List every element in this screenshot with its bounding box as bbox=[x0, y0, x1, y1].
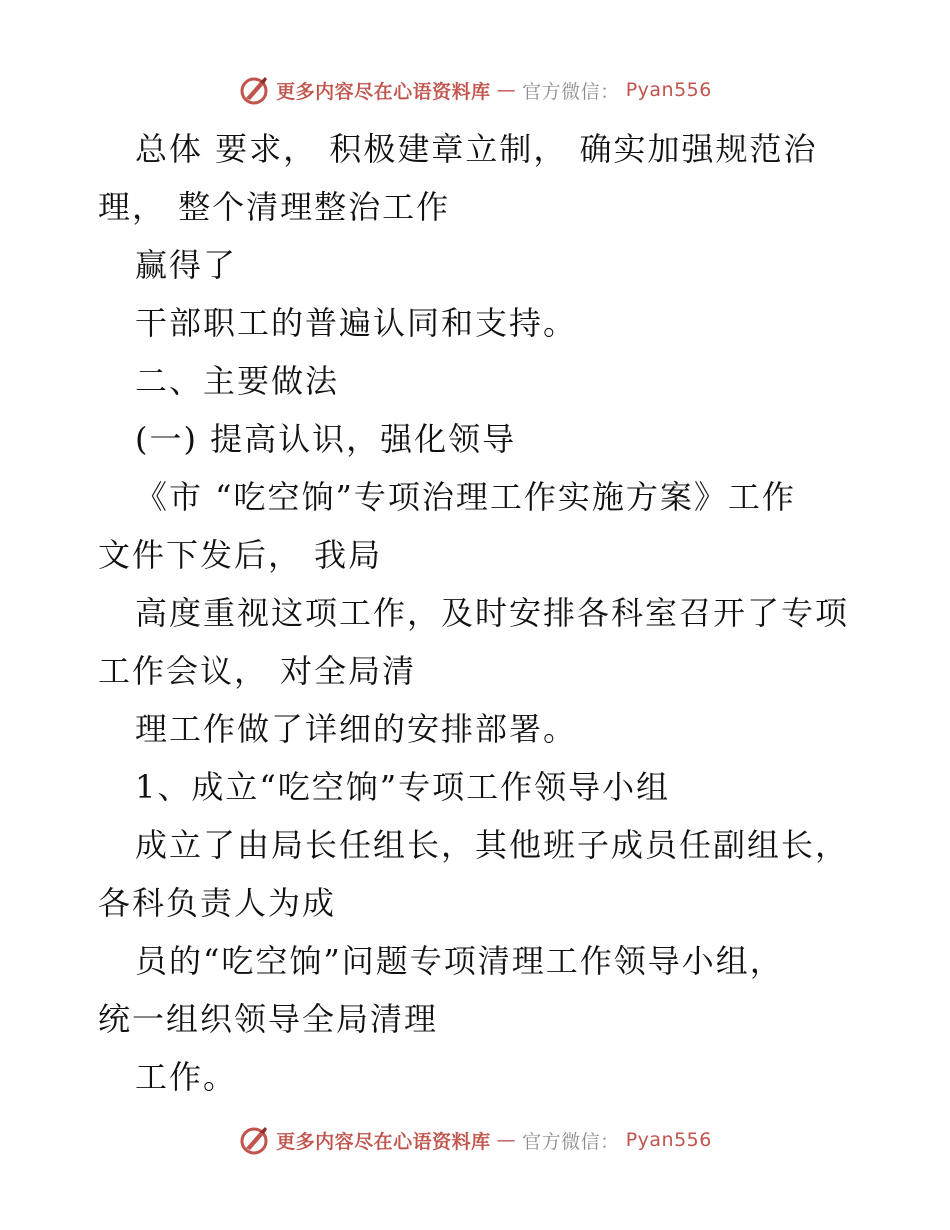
pen-logo-icon bbox=[238, 1124, 270, 1156]
text-line: 高度重视这项工作，及时安排各科室召开了专项 bbox=[135, 594, 850, 632]
subsection-heading: (一) 提高认识，强化领导 bbox=[135, 420, 517, 458]
text-line: 干部职工的普遍认同和支持。 bbox=[135, 304, 578, 342]
watermark-label: 官方微信： bbox=[522, 1130, 620, 1153]
watermark-label: 官方微信： bbox=[522, 80, 620, 103]
text-line: 赢得了 bbox=[135, 246, 238, 284]
watermark-wechat-id: Pyan556 bbox=[625, 79, 712, 101]
watermark-main-text: 更多内容尽在心语资料库 bbox=[276, 80, 491, 103]
watermark-wechat-id: Pyan556 bbox=[625, 1129, 712, 1151]
text-line: 员的“吃空饷”问题专项清理工作领导小组， bbox=[135, 942, 784, 980]
text-line: 理， 整个清理整治工作 bbox=[98, 188, 451, 226]
text-line: 统一组织领导全局清理 bbox=[98, 1000, 439, 1038]
text-line: 各科负责人为成 bbox=[98, 884, 337, 922]
header-watermark bbox=[0, 70, 950, 110]
watermark-dash: — bbox=[496, 1129, 517, 1151]
text-line: 文件下发后， 我局 bbox=[98, 536, 383, 574]
text-line: 总体 要求， 积极建章立制， 确实加强规范治 bbox=[135, 130, 818, 168]
footer-watermark bbox=[0, 1120, 950, 1160]
text-line: 理工作做了详细的安排部署。 bbox=[135, 710, 578, 748]
watermark-main-text: 更多内容尽在心语资料库 bbox=[276, 1130, 491, 1153]
item-heading: 1、成立“吃空饷”专项工作领导小组 bbox=[135, 768, 671, 806]
pen-logo-icon bbox=[238, 74, 270, 106]
section-heading: 二、主要做法 bbox=[135, 362, 340, 400]
text-line: 《市 “吃空饷”专项治理工作实施方案》工作 bbox=[135, 478, 796, 516]
text-line: 工作会议， 对全局清 bbox=[98, 652, 417, 690]
text-line: 工作。 bbox=[135, 1058, 238, 1096]
text-line: 成立了由局长任组长，其他班子成员任副组长， bbox=[135, 826, 850, 864]
watermark-dash: — bbox=[496, 79, 517, 101]
